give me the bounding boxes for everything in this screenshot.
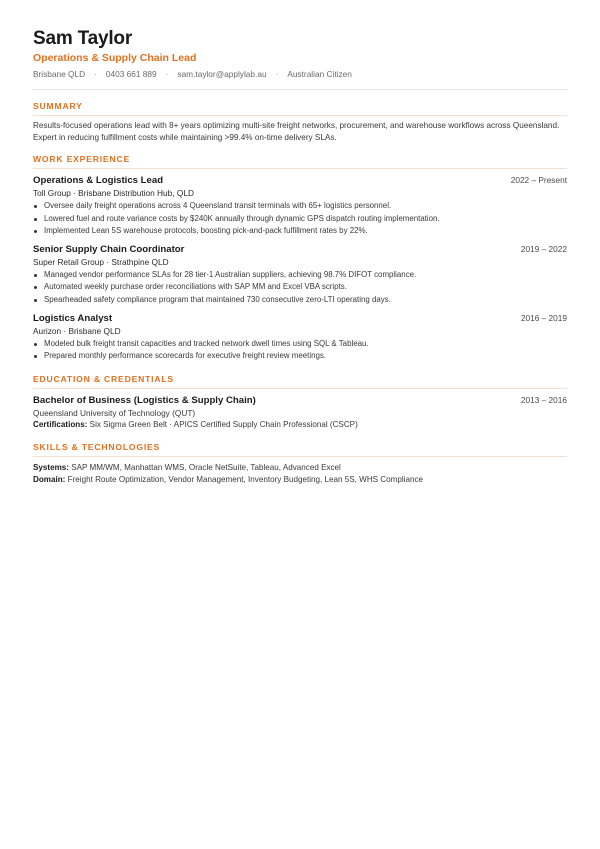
contact-line — [33, 68, 567, 80]
job-title: Senior Supply Chain Coordinator — [33, 243, 185, 255]
domain-line — [33, 474, 567, 486]
education-header — [33, 394, 567, 407]
job-title: Operations & Logistics Lead — [33, 175, 164, 186]
section-divider — [33, 388, 567, 389]
job-bullets — [33, 269, 567, 307]
job-dates: 2016 – 2019 — [520, 312, 567, 323]
experience-heading: WORK EXPERIENCE — [33, 154, 130, 164]
domain-value: Freight Route Optimization, Vendor Management, Inventory Budgeting, Lean 5S, WHS Compliance — [67, 474, 424, 484]
job-organization: Super Retail Group · Strathpine QLD — [33, 256, 169, 267]
systems-label: Systems: — [33, 462, 69, 472]
job-organization: Toll Group · Brisbane Distribution Hub, QLD — [33, 188, 194, 198]
section-divider — [33, 115, 567, 116]
summary-heading: SUMMARY — [33, 101, 83, 111]
job-bullet: Automated weekly purchase order reconciliations with SAP MM and Excel VBA scripts. — [33, 281, 567, 294]
section-divider — [33, 456, 567, 457]
job-header — [33, 312, 567, 325]
skills-block — [33, 462, 567, 486]
certifications-label: Certifications: — [33, 419, 88, 429]
skills-heading: SKILLS & TECHNOLOGIES — [33, 441, 161, 452]
job-header — [33, 174, 567, 187]
education-entry — [33, 394, 567, 431]
contact-email: sam.taylor@applylab.au — [177, 69, 267, 79]
job-entry — [33, 312, 567, 363]
candidate-role: Operations & Supply Chain Lead — [33, 52, 197, 64]
job-dates: 2022 – Present — [510, 175, 567, 185]
contact-separator: · — [94, 69, 97, 79]
job-bullets — [33, 338, 567, 363]
job-bullet: Managed vendor performance SLAs for 28 tier-1 Australian suppliers, achieving 98.7% DIFOT compliance. — [33, 269, 567, 282]
job-entry — [33, 174, 567, 238]
certifications-value: Six Sigma Green Belt · APICS Certified Supply Chain Professional (CSCP) — [89, 419, 358, 429]
summary-text: Results-focused operations lead with 8+ years optimizing multi-site freight networks, procurement, and warehouse workflows across Queensland. Expert in reducing fulfillment costs while maintaining >99.4% on-time delivery SLAs. — [33, 121, 560, 142]
job-title: Logistics Analyst — [33, 312, 113, 324]
contact-separator: · — [275, 69, 279, 79]
job-bullet: Lowered fuel and route variance costs by $240K annually through dynamic GPS dispatch routing implementation. — [33, 213, 567, 226]
contact-separator: · — [165, 69, 169, 79]
degree-title: Bachelor of Business (Logistics & Supply Chain) — [33, 394, 256, 406]
section-divider — [33, 168, 567, 169]
job-header — [33, 243, 567, 256]
institution: Queensland University of Technology (QUT) — [33, 407, 196, 418]
education-dates: 2013 – 2016 — [520, 394, 567, 405]
systems-line — [33, 462, 567, 474]
contact-phone: 0403 661 889 — [105, 69, 157, 79]
education-heading: EDUCATION & CREDENTIALS — [33, 373, 174, 384]
job-organization: Aurizon · Brisbane QLD — [33, 325, 121, 336]
resume-header — [33, 28, 567, 80]
domain-label: Domain: — [33, 474, 66, 484]
candidate-name: Sam Taylor — [33, 28, 133, 49]
header-divider — [33, 89, 567, 90]
certifications-line — [33, 419, 567, 431]
job-bullet: Modeled bulk freight transit capacities and tracked network dwell times using SQL & Tableau. — [33, 338, 567, 351]
job-bullet: Spearheaded safety compliance program that maintained 730 consecutive zero-LTI operating days. — [33, 294, 567, 307]
contact-location: Brisbane QLD — [33, 69, 86, 79]
job-bullets — [33, 200, 567, 238]
job-bullet: Implemented Lean 5S warehouse protocols, boosting pick-and-pack fulfillment rates by 22%. — [33, 225, 567, 238]
job-entry — [33, 243, 567, 307]
job-bullet: Oversee daily freight operations across 4 Queensland transit terminals with 65+ logistics personnel. — [33, 200, 567, 213]
systems-value: SAP MM/WM, Manhattan WMS, Oracle NetSuite, Tableau, Advanced Excel — [71, 462, 341, 472]
job-bullet: Prepared monthly performance scorecards for executive freight review meetings. — [33, 350, 567, 363]
contact-citizenship: Australian Citizen — [287, 69, 352, 79]
job-dates: 2019 – 2022 — [520, 243, 567, 254]
